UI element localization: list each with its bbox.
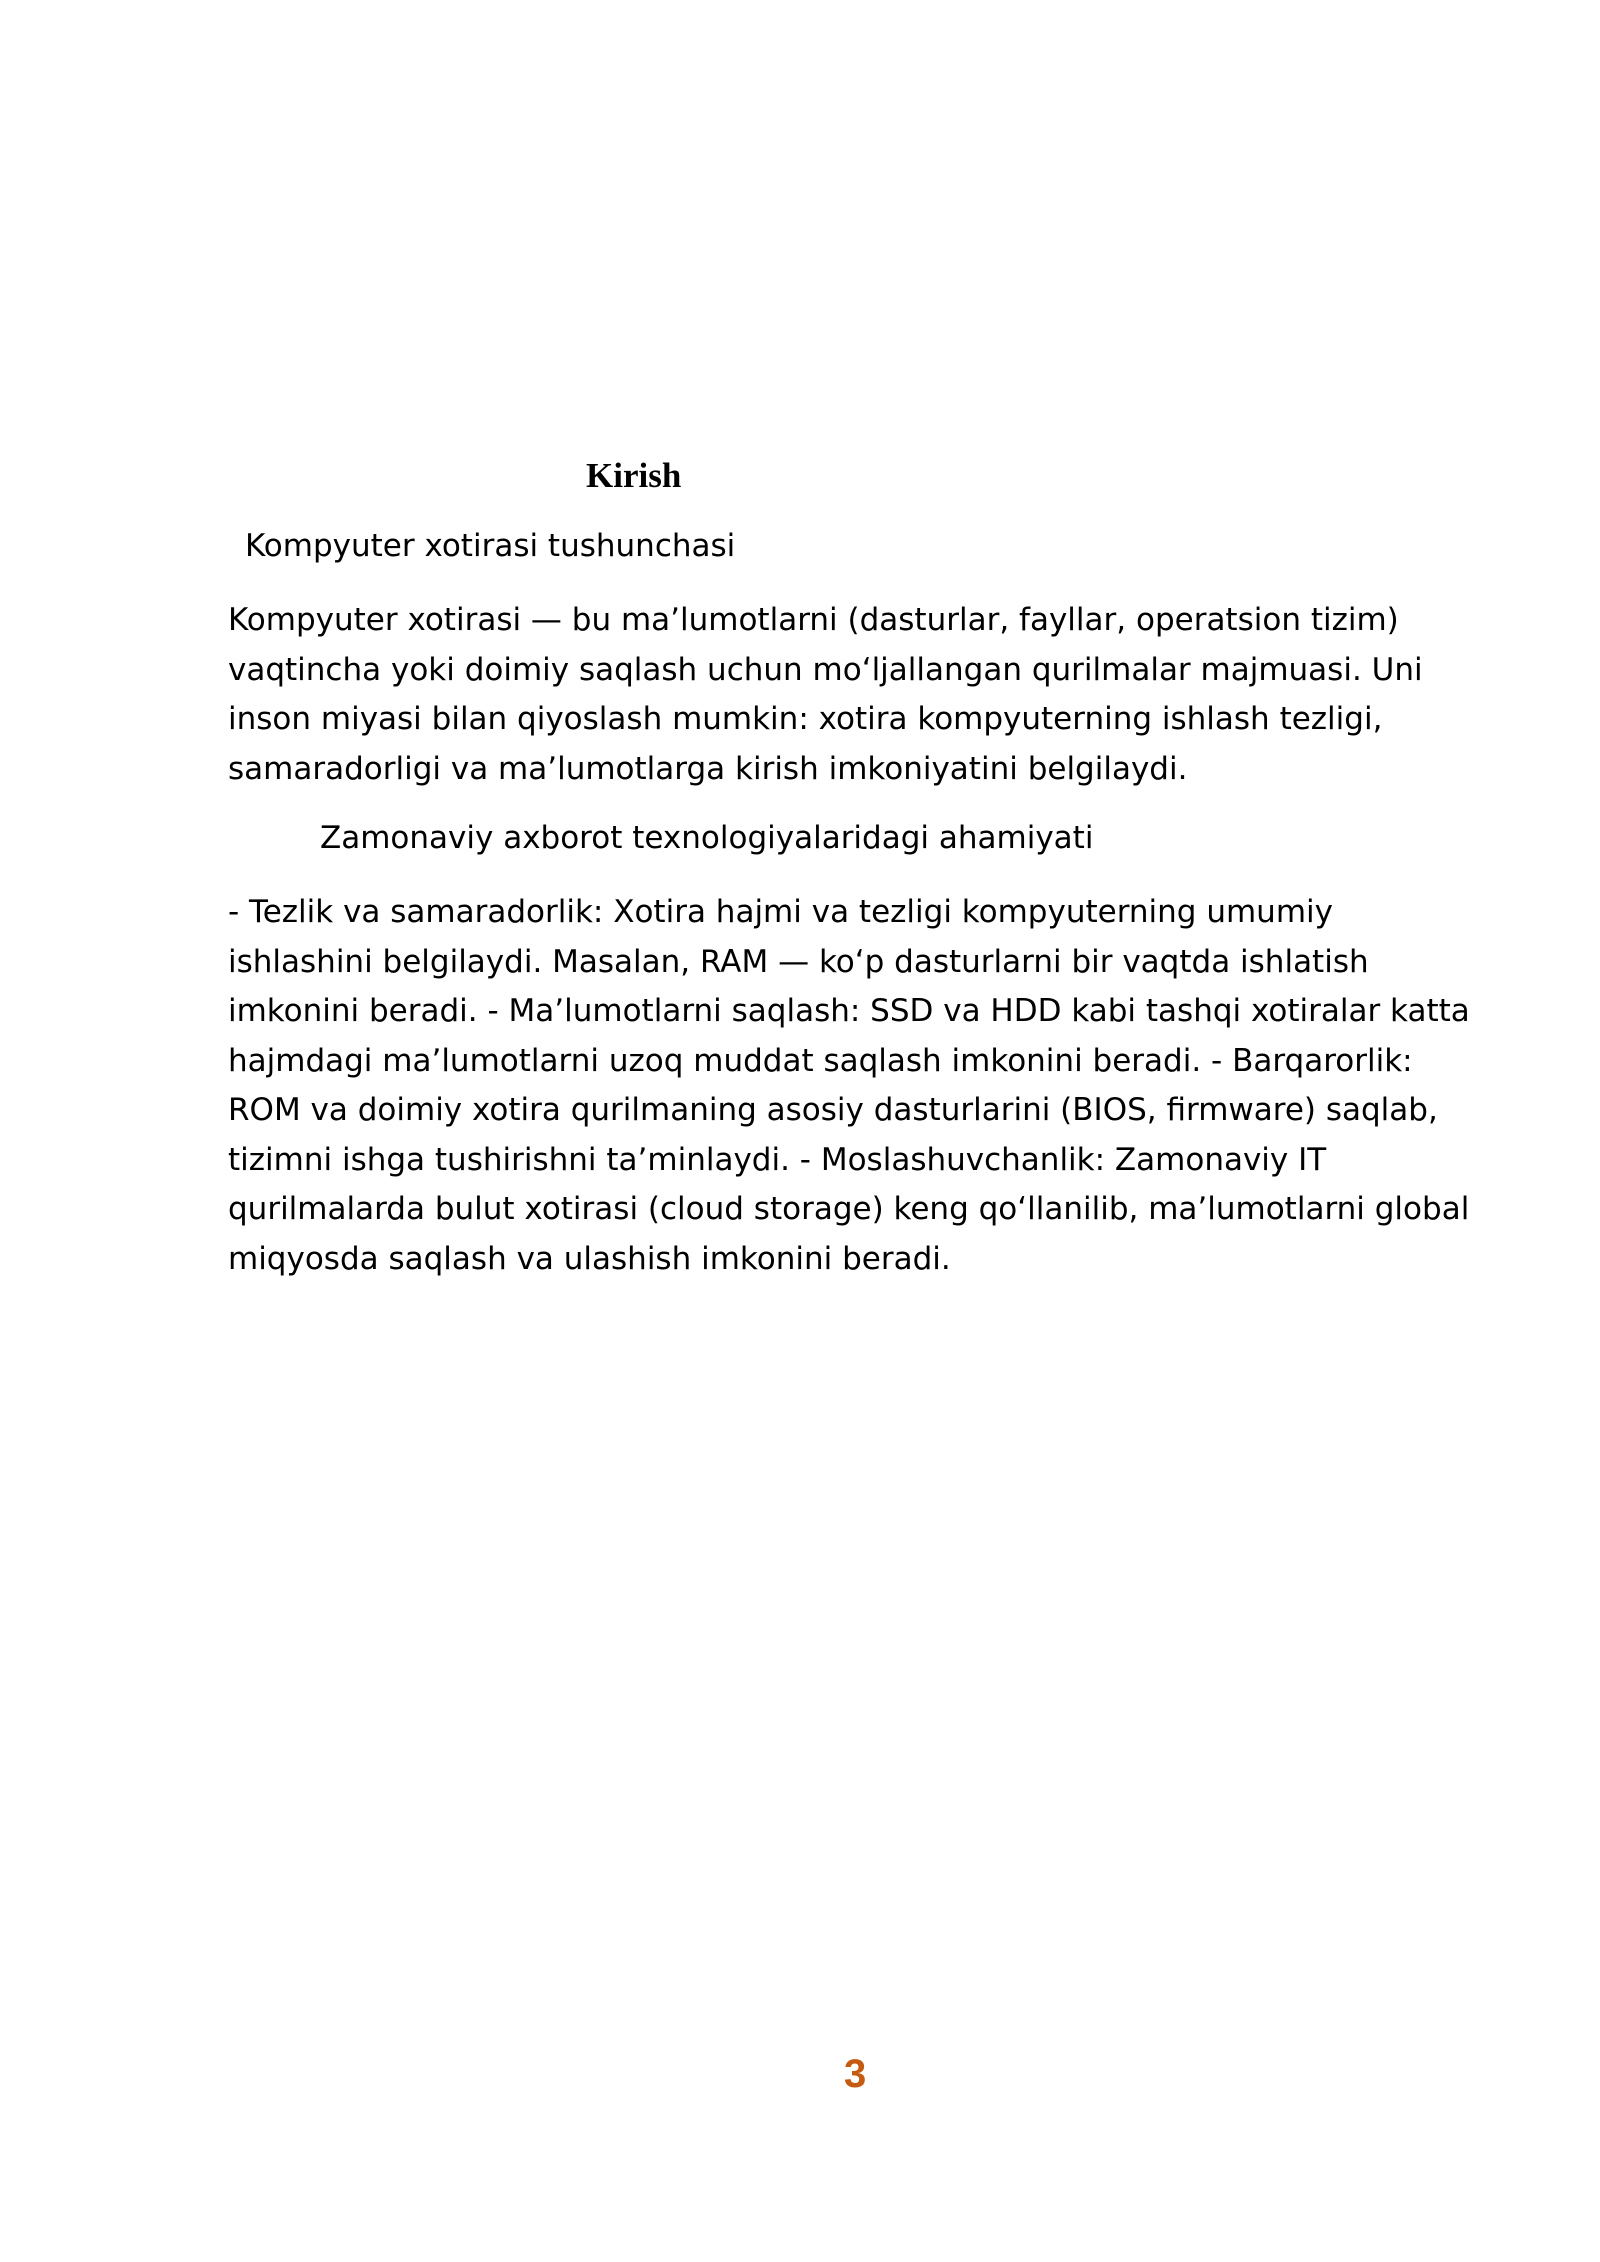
section-heading-memory-concept: Kompyuter xotirasi tushunchasi xyxy=(245,528,736,564)
page-title: Kirish xyxy=(586,456,682,495)
paragraph-memory-definition: Kompyuter xotirasi — bu ma’lumotlarni (dasturlar, fayllar, operatsion tizim) vaqtincha yoki doimiy saqlash uchun mo‘ljallangan qurilmalar majmuasi. Uni inson miyasi bilan qiyoslash mumkin: xotira kompyuterning ishlash tezligi, samaradorligi va ma’lumotlarga kirish imkoniyatini belgilaydi. xyxy=(228,602,1423,787)
page-number: 3 xyxy=(844,2052,867,2096)
section-heading-importance: Zamonaviy axborot texnologiyalaridagi ahamiyati xyxy=(320,820,1094,856)
paragraph-importance: - Tezlik va samaradorlik: Xotira hajmi va tezligi kompyuterning umumiy ishlashini belgilaydi. Masalan, RAM — ko‘p dasturlarni bir vaqtda ishlatish imkonini beradi. - Ma’lumotlarni saqlash: SSD va HDD kabi tashqi xotiralar katta hajmdagi ma’lumotlarni uzoq muddat saqlash imkonini beradi. - Barqarorlik: ROM va doimiy xotira qurilmaning asosiy dasturlarini (BIOS, firmware) saqlab, tizimni ishga tushirishni ta’minlaydi. - Moslashuvchanlik: Zamonaviy IT qurilmalarda bulut xotirasi (cloud storage) keng qo‘llanilib, ma’lumotlarni global miqyosda saqlash va ulashish imkonini beradi. xyxy=(228,894,1470,1277)
